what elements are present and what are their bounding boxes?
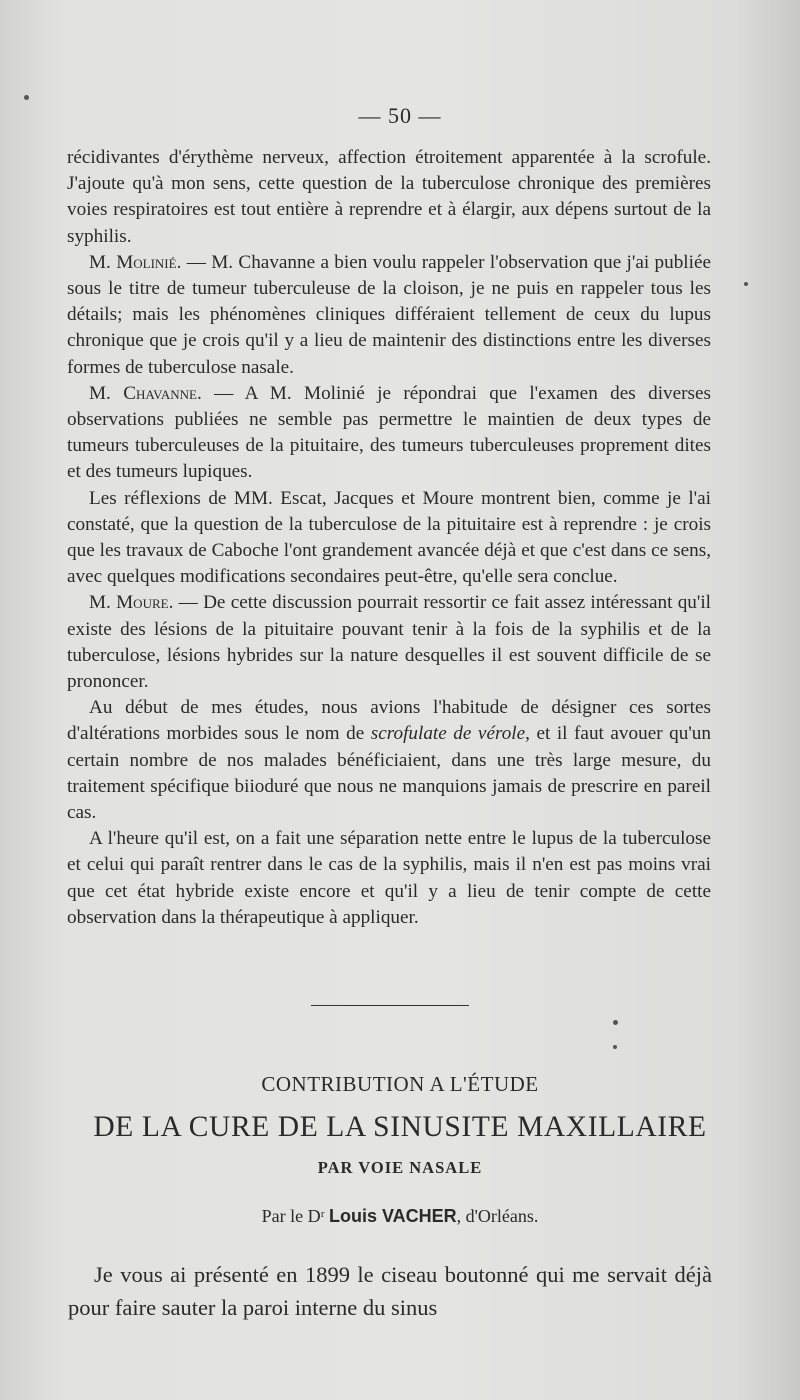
paragraph xyxy=(67,145,711,250)
author-prefix: Par le Dʳ xyxy=(261,1206,329,1226)
paragraph xyxy=(67,826,711,931)
paragraph xyxy=(67,381,711,486)
author-line xyxy=(0,1206,800,1227)
article-title-line-2: DE LA CURE DE LA SINUSITE MAXILLAIRE xyxy=(93,1111,707,1143)
page-number: — 50 — xyxy=(358,103,442,128)
article-lead xyxy=(68,1258,712,1324)
paper-speck xyxy=(613,1020,618,1025)
paragraph-text: M. xyxy=(89,382,124,404)
paragraph-text: . — A M. Molinié je répondrai que l'examen des diverses observations publiées ne semble pas permettre le maintien de deux types de tumeurs tuberculeuses de la pituitaire, des tumeurs tuberculeuses proprement dites et des tumeurs lupiques. xyxy=(67,382,711,483)
paper-speck xyxy=(24,95,29,100)
paragraph-text: . — De cette discussion pourrait ressortir ce fait assez intéressant qu'il existe des lésions de la pituitaire pouvant tenir à la fois de la syphilis et de la tuberculose, lésions hybrides sur la nature desquelles il est souvent difficile de se prononcer. xyxy=(67,592,712,693)
paragraph xyxy=(67,486,711,591)
speaker-name: Moure xyxy=(116,592,169,614)
paragraph xyxy=(67,250,711,381)
italic-term: scrofulate de vérole xyxy=(370,723,526,745)
paragraph-text: récidivantes d'érythème nerveux, affection étroitement apparentée à la scrofule. J'ajoute qu'à mon sens, cette question de la tuberculose chronique des premières voies respiratoires est tout entière à reprendre et à élargir, aux dépens surtout de la syphilis. xyxy=(67,147,711,247)
paragraph xyxy=(67,695,711,826)
paragraph-text: Au début de mes études, nous avions l'habitude de désigner ces sortes d'altérations morbides sous le nom de xyxy=(67,697,711,745)
paragraph-text: M. xyxy=(89,592,117,614)
paragraph-text: Les réflexions de MM. Escat, Jacques et Moure montrent bien, comme je l'ai constaté, que la question de la tuberculose de la pituitaire est à reprendre : je crois que les travaux de Caboche l'ont grandement avancée déjà et que c'est dans ce sens, avec quelques modifications secondaires peut-être, qu'elle sera conclue. xyxy=(67,487,711,588)
speaker-name: Molinié xyxy=(116,251,177,273)
paper-speck xyxy=(744,282,748,286)
author-name: Louis VACHER xyxy=(329,1206,457,1226)
paragraph xyxy=(67,590,711,695)
discussion-text xyxy=(67,145,711,931)
article-title-line-3: PAR VOIE NASALE xyxy=(317,1158,483,1177)
paragraph-text: , et il faut avouer qu'un certain nombre de nos malades bénéficiaient, dans une très large mesure, du traitement spécifique biioduré que nous ne manquions jamais de prescrire en pareil cas. xyxy=(67,723,711,824)
paragraph-text: A l'heure qu'il est, on a fait une séparation nette entre le lupus de la tuberculose et celui qui paraît rentrer dans le cas de la syphilis, mais il n'en est pas moins vrai que cet état hybride existe encore et qu'il y a lieu de tenir compte de cette observation dans la thérapeutique à appliquer. xyxy=(67,828,711,928)
paper-speck xyxy=(613,1045,617,1049)
article-title-line-1: CONTRIBUTION A L'ÉTUDE xyxy=(261,1072,539,1096)
speaker-name: Chavanne xyxy=(123,382,197,404)
section-divider xyxy=(311,1005,469,1006)
paragraph-text: . — M. Chavanne a bien voulu rappeler l'observation que j'ai publiée sous le titre de tumeur tuberculeuse de la cloison, je ne puis en rappeler tous les détails; mais les phénomènes cliniques différaient tellement de ceux du lupus chronique que je crois qu'il y a lieu de maintenir des distinctions entre les diverses formes de tuberculose nasale. xyxy=(67,251,711,378)
lead-paragraph: Je vous ai présenté en 1899 le ciseau boutonné qui me servait déjà pour faire sauter la paroi interne du sinus xyxy=(68,1262,712,1320)
author-suffix: , d'Orléans. xyxy=(456,1206,539,1226)
paragraph-text: M. xyxy=(89,251,117,273)
